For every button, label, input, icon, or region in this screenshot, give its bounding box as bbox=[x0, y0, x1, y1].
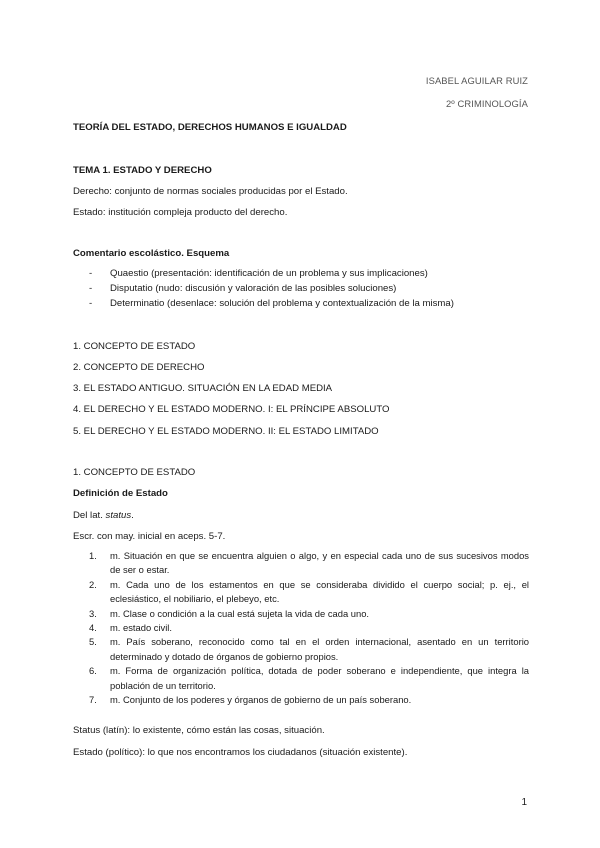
definition-item: 7. m. Conjunto de los poderes y órganos de gobierno de un país soberano. bbox=[89, 694, 412, 706]
definitions-list bbox=[89, 549, 529, 707]
status-note: Status (latín): lo existente, cómo están las cosas, situación. bbox=[73, 725, 325, 736]
etymology: Del lat. status. bbox=[73, 510, 134, 521]
definition-item: 6. m. Forma de organización política, dotada de poder soberano e independiente, que integra la población de un territorio. bbox=[89, 665, 529, 691]
comentario-item: - Determinatio (desenlace: solución del problema y contextualización de la misma) bbox=[89, 298, 454, 309]
document-title: TEORÍA DEL ESTADO, DERECHOS HUMANOS E IGUALDAD bbox=[73, 122, 347, 133]
estado-definition: Estado: institución compleja producto del derecho. bbox=[73, 207, 288, 218]
definition-item: 1. m. Situación en que se encuentra alguien o algo, y en especial cada uno de sus sucesivos modos de ser o estar. bbox=[89, 550, 529, 576]
index-item: 5. EL DERECHO Y EL ESTADO MODERNO. II: EL ESTADO LIMITADO bbox=[73, 426, 379, 437]
derecho-definition: Derecho: conjunto de normas sociales producidas por el Estado. bbox=[73, 186, 348, 197]
section-subheading: Definición de Estado bbox=[73, 488, 168, 499]
comentario-item: - Quaestio (presentación: identificación de un problema y sus implicaciones) bbox=[89, 268, 428, 279]
definition-item: 2. m. Cada uno de los estamentos en que se consideraba dividido el cuerpo social; p. ej., el eclesiástico, el nobiliario, el plebeyo, etc. bbox=[89, 578, 529, 605]
definition-item: 3. m. Clase o condición a la cual está sujeta la vida de cada uno. bbox=[89, 607, 370, 619]
definition-item: 5. m. País soberano, reconocido como tal en el orden internacional, asentado en un territorio determinado y dotado de órganos de gobierno propios. bbox=[89, 636, 529, 662]
page-number: 1 bbox=[521, 797, 527, 808]
comentario-heading: Comentario escolástico. Esquema bbox=[73, 248, 230, 259]
definition-item: 4. m. estado civil. bbox=[89, 622, 172, 634]
tema-title: TEMA 1. ESTADO Y DERECHO bbox=[73, 165, 212, 176]
estado-note: Estado (político): lo que nos encontramos los ciudadanos (situación existente). bbox=[73, 747, 408, 758]
index-item: 2. CONCEPTO DE DERECHO bbox=[73, 362, 205, 373]
course-name: 2º CRIMINOLOGÍA bbox=[445, 98, 528, 109]
index-item: 4. EL DERECHO Y EL ESTADO MODERNO. I: EL PRÍNCIPE ABSOLUTO bbox=[73, 404, 390, 415]
index-item: 3. EL ESTADO ANTIGUO. SITUACIÓN EN LA EDAD MEDIA bbox=[73, 383, 333, 394]
index-item: 1. CONCEPTO DE ESTADO bbox=[73, 341, 196, 352]
author-name: ISABEL AGUILAR RUIZ bbox=[425, 75, 528, 86]
comentario-item: - Disputatio (nudo: discusión y valoración de las posibles soluciones) bbox=[89, 283, 397, 294]
section-heading: 1. CONCEPTO DE ESTADO bbox=[73, 467, 196, 478]
escr-note: Escr. con may. inicial en aceps. 5-7. bbox=[73, 531, 226, 542]
